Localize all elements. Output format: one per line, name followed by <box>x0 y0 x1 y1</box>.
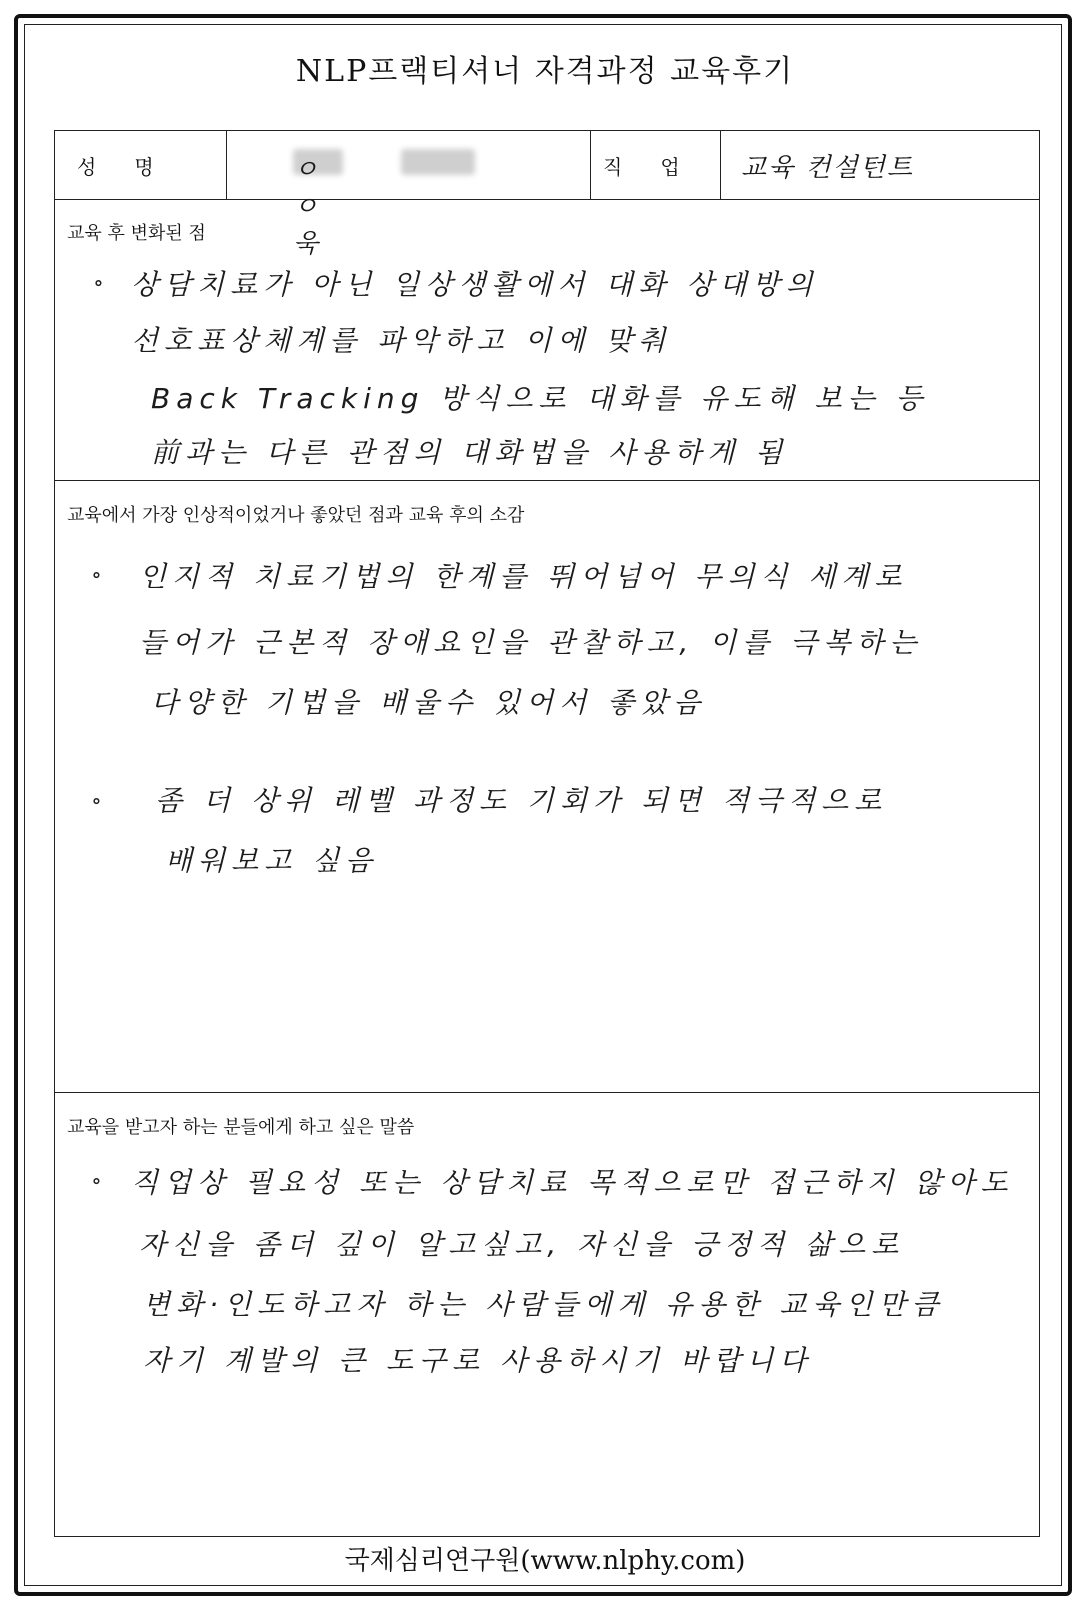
name-label: 성명 <box>77 155 192 179</box>
answer-line: 자기 계발의 큰 도구로 사용하시기 바랍니다 <box>143 1344 813 1377</box>
job-value: 교육 컨설턴트 <box>741 153 914 183</box>
section-changes-question: 교육 후 변화된 점 <box>67 223 206 244</box>
answer-line: 배워보고 싶음 <box>165 844 379 877</box>
answer-line: 자신을 좀더 깊이 알고싶고, 자신을 긍정적 삶으로 <box>139 1228 905 1261</box>
answer-line: 前과는 다른 관점의 대화법을 사용하게 됨 <box>151 436 789 469</box>
page-title: NLP프랙티셔너 자격과정 교육후기 <box>295 54 795 89</box>
answer-line: 변화·인도하고자 하는 사람들에게 유용한 교육인만큼 <box>143 1288 945 1321</box>
footer-org: 국제심리연구원(www.nlphy.com) <box>344 1546 746 1576</box>
answer-line: 상담치료가 아닌 일상생활에서 대화 상대방의 <box>131 268 819 301</box>
name-value-cell <box>227 131 591 259</box>
feedback-form <box>54 130 1040 1537</box>
bullet: ∘ <box>91 563 102 588</box>
answer-line: 인지적 치료기법의 한계를 뛰어넘어 무의식 세계로 <box>139 560 908 593</box>
job-label: 직업 <box>603 155 718 179</box>
answer-line: 직업상 필요성 또는 상담치료 목적으로만 접근하지 않아도 <box>131 1166 1014 1199</box>
answer-line: 좀 더 상위 레벨 과정도 기회가 되면 적극적으로 <box>155 784 888 817</box>
bullet: ∘ <box>91 789 102 814</box>
answer-line: Back Tracking 방식으로 대화를 유도해 보는 등 <box>151 382 929 415</box>
section-advice <box>55 1093 1039 1538</box>
bullet: ∘ <box>93 271 104 296</box>
section-impressions-question: 교육에서 가장 인상적이었거나 좋았던 점과 교육 후의 소감 <box>67 505 525 526</box>
answer-line: 들어가 근본적 장애요인을 관찰하고, 이를 극복하는 <box>139 626 923 659</box>
bullet: ∘ <box>91 1169 102 1194</box>
job-label-cell <box>591 131 721 199</box>
section-changes <box>55 199 1039 481</box>
name-value: ㅇ ㅇ 욱 <box>293 155 405 259</box>
answer-line: 선호표상체계를 파악하고 이에 맞춰 <box>131 324 672 357</box>
section-impressions <box>55 481 1039 1093</box>
name-label-cell <box>55 131 227 199</box>
section-advice-question: 교육을 받고자 하는 분들에게 하고 싶은 말씀 <box>67 1117 415 1138</box>
answer-line: 다양한 기법을 배울수 있어서 좋았음 <box>151 686 707 719</box>
job-value-cell <box>721 131 1038 199</box>
